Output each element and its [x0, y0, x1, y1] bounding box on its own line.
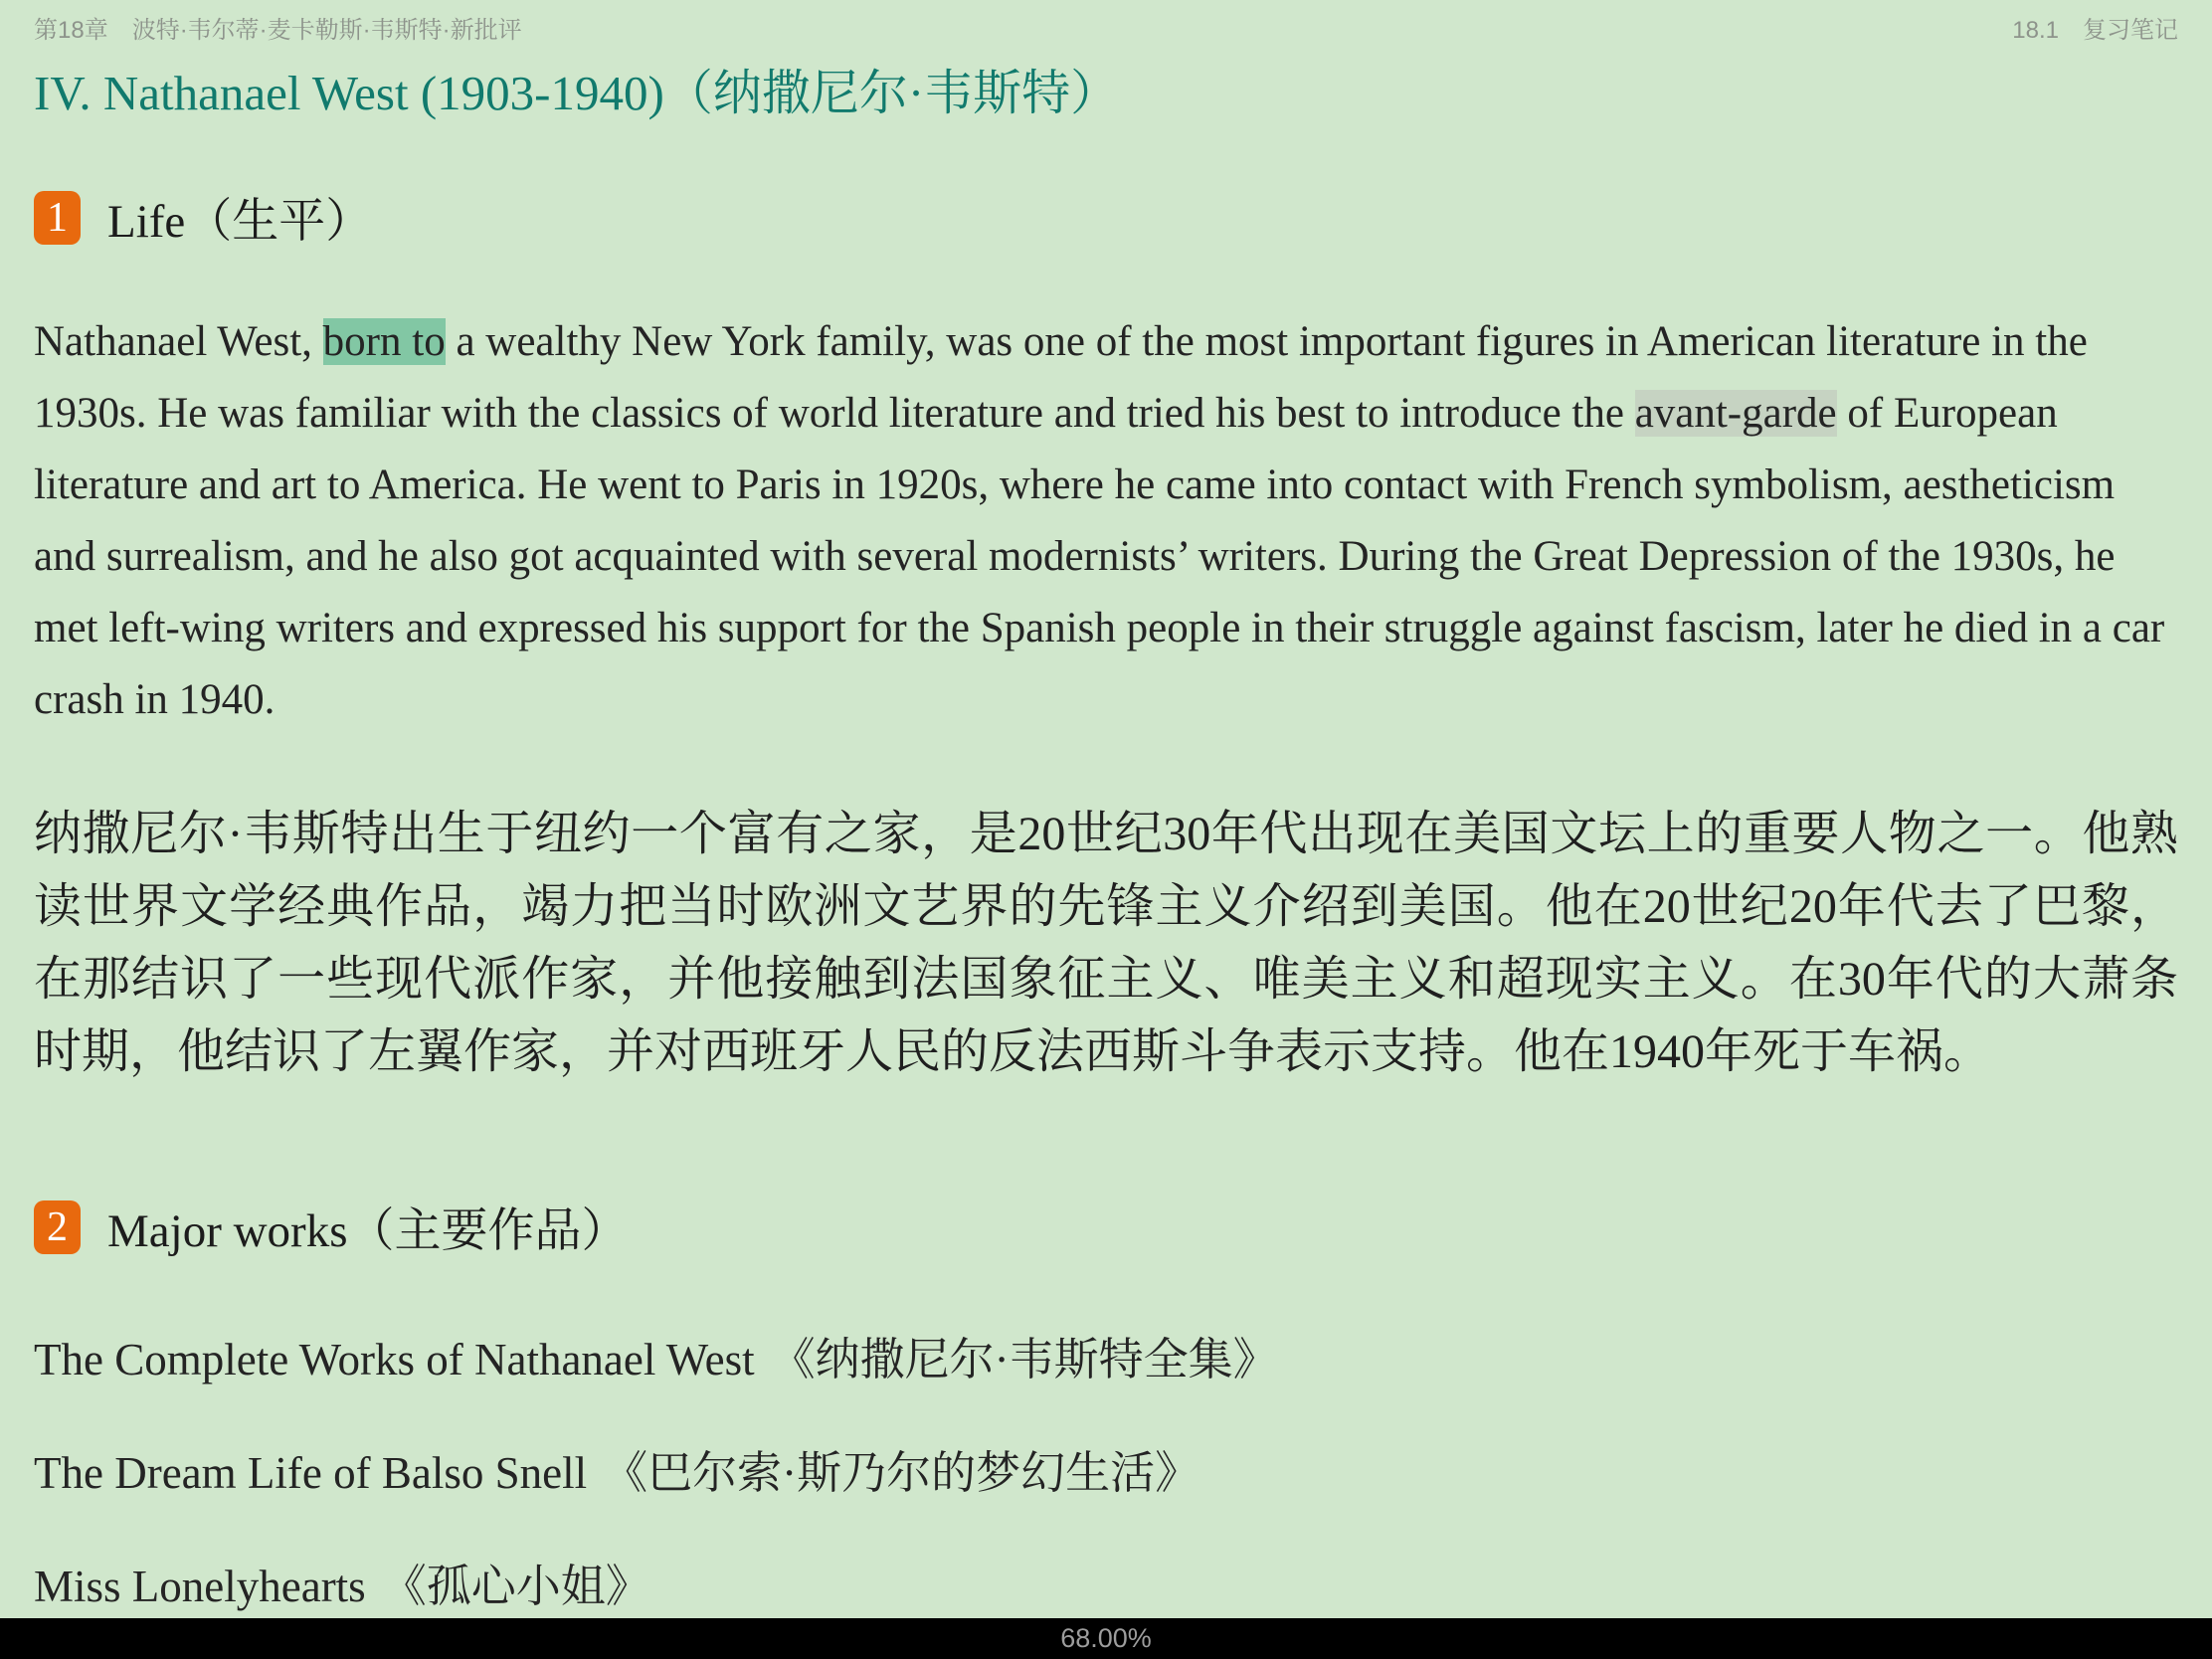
- english-text-segment: of European literature and art to America. He went to Paris in 1920s, where he came into contact with French symbolism, aestheticism and surrealism, and he also got acquainted with several modernists’ writers. During the Great Depression of the 1930s, he met left-wing writers and expressed his support for the Spanish people in their struggle against fascism, later he died in a car crash in 1940.: [34, 390, 2165, 723]
- highlight-born-to[interactable]: born to: [322, 318, 446, 365]
- work-title-chinese: 《孤心小姐》: [381, 1562, 650, 1611]
- section-heading-major-works: [34, 1194, 2178, 1260]
- section-number-badge: 2: [34, 1200, 81, 1254]
- work-title-english: The Complete Works of Nathanael West: [34, 1335, 755, 1384]
- progress-percentage: 68.00%: [1060, 1623, 1152, 1653]
- breadcrumb-chapter: 第18章 波特·韦尔蒂·麦卡勒斯·韦斯特·新批评: [34, 17, 522, 44]
- reading-content[interactable]: [0, 65, 2212, 1622]
- work-item: [34, 1551, 2178, 1622]
- breadcrumb-section: 18.1 复习笔记: [2012, 17, 2178, 44]
- progress-bar[interactable]: [0, 1618, 2212, 1659]
- section-heading-life: [34, 184, 2178, 251]
- work-title-chinese: 《巴尔索·斯乃尔的梦幻生活》: [603, 1448, 1200, 1498]
- section-number-badge: 1: [34, 191, 81, 245]
- life-paragraph-chinese: 纳撒尼尔·韦斯特出生于纽约一个富有之家，是20世纪30年代出现在美国文坛上的重要人物之一。他熟读世界文学经典作品，竭力把当时欧洲文艺界的先锋主义介绍到美国。他在20世纪20年代去了巴黎，在那结识了一些现代派作家，并他接触到法国象征主义、唯美主义和超现实主义。在30年代的大萧条时期，他结识了左翼作家，并对西班牙人民的反法西斯斗争表示支持。他在1940年死于车祸。: [34, 808, 2178, 1078]
- work-title-english: Miss Lonelyhearts: [34, 1562, 366, 1611]
- work-title-chinese: 《纳撒尼尔·韦斯特全集》: [770, 1335, 1278, 1384]
- work-title-english: The Dream Life of Balso Snell: [34, 1448, 588, 1498]
- page-title: IV. Nathanael West (1903-1940)（纳撒尼尔·韦斯特）: [34, 66, 1120, 120]
- highlight-avant-garde[interactable]: avant-garde: [1634, 390, 1837, 437]
- page-header: [0, 0, 2212, 45]
- section-title-label: Life（生平）: [107, 196, 373, 248]
- work-item: [34, 1324, 2178, 1395]
- english-text-segment: a wealthy New York family, was one of the most important figures in American literature in the 1930s. He was familiar with the classics of world literature and tried his best to introduce the: [34, 318, 2088, 437]
- work-item: [34, 1437, 2178, 1509]
- life-paragraph-english: [34, 306, 2178, 736]
- english-text-segment: Nathanael West,: [34, 318, 323, 365]
- section-title-label: Major works（主要作品）: [107, 1205, 629, 1257]
